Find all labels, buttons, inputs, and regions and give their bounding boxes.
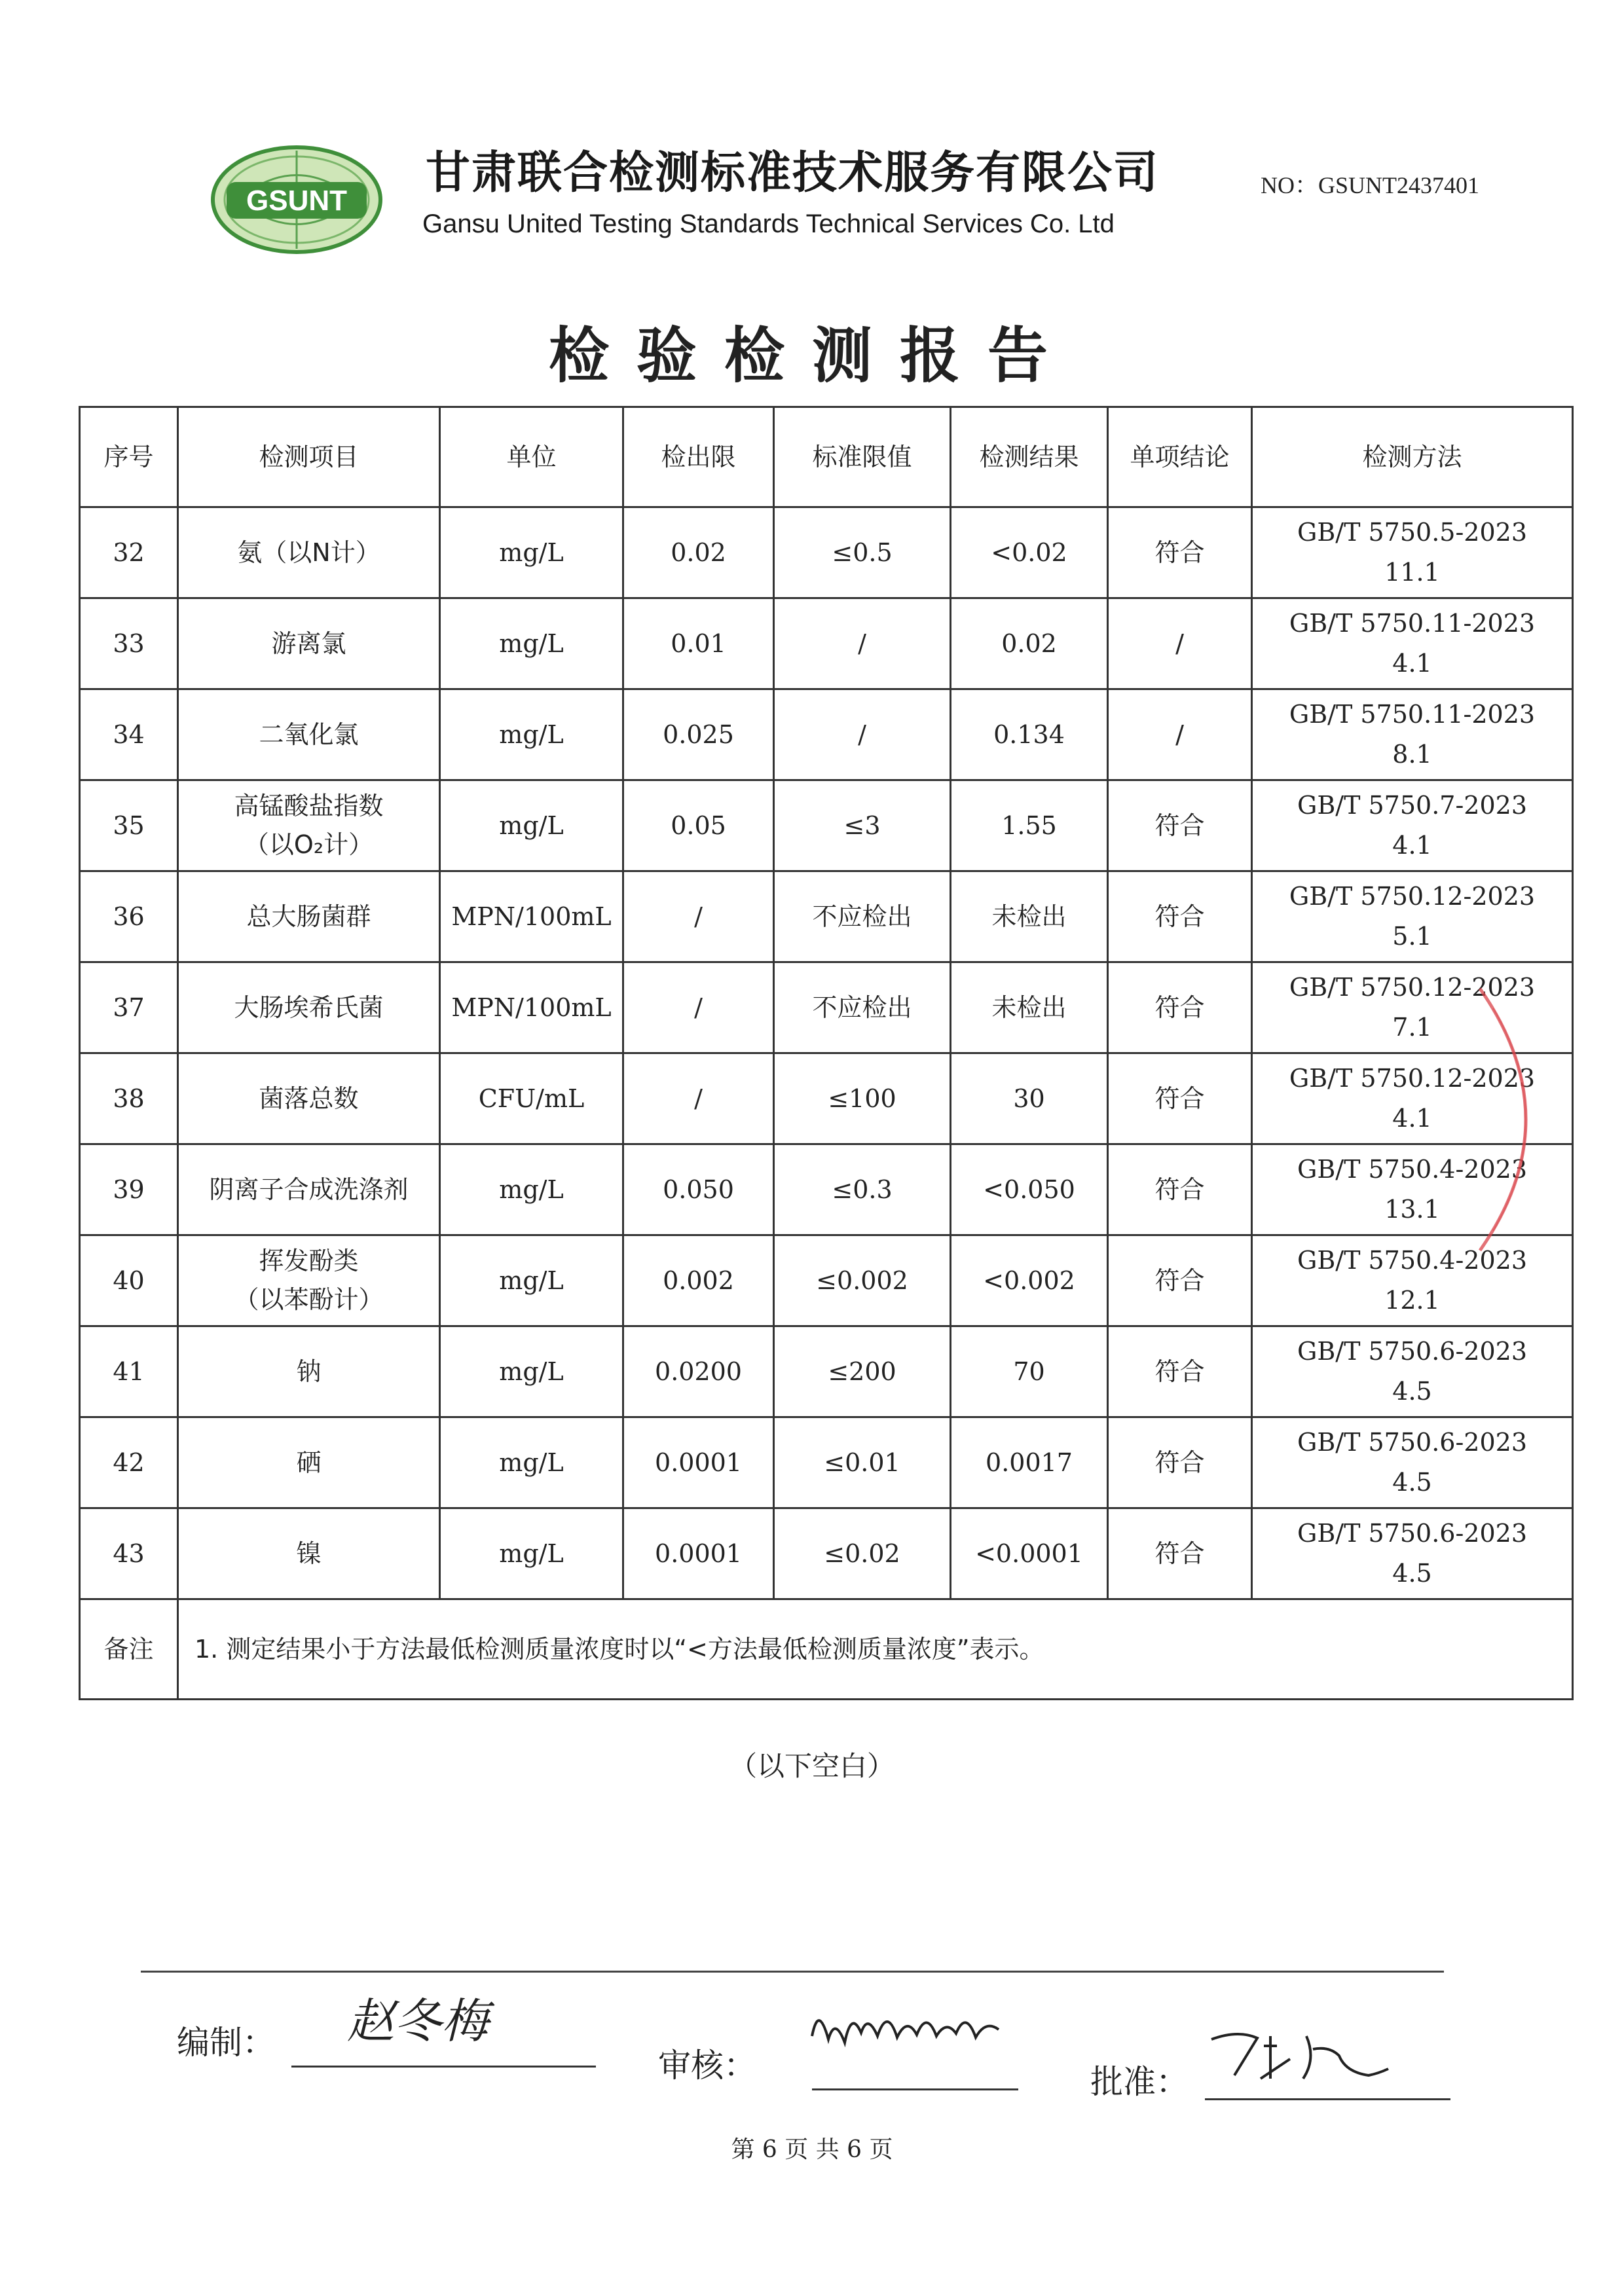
cell-unit: mg/L — [440, 780, 623, 871]
cell-limit: 0.0001 — [623, 1508, 774, 1599]
company-name-en: Gansu United Testing Standards Technical Services Co. Ltd — [422, 210, 1115, 238]
cell-limit: 0.02 — [623, 507, 774, 598]
approved-by-signature — [1198, 2020, 1395, 2092]
header-limit: 检出限 — [623, 407, 774, 507]
approved-by-underline — [1205, 2098, 1450, 2100]
cell-unit: mg/L — [440, 689, 623, 780]
cell-result: 未检出 — [951, 962, 1108, 1053]
cell-item-line2: （以O₂计） — [244, 830, 374, 859]
cell-method-line1: GB/T 5750.11-2023 — [1289, 700, 1536, 729]
cell-conclusion: 符合 — [1108, 1326, 1252, 1417]
cell-conclusion: / — [1108, 598, 1252, 689]
results-table — [79, 406, 1574, 1700]
cell-method-line2: 13.1 — [1384, 1195, 1440, 1224]
cell-standard: ≤0.3 — [774, 1144, 951, 1235]
cell-standard: ≤0.002 — [774, 1235, 951, 1326]
cell-method — [1252, 598, 1573, 689]
page-number: 第 6 页 共 6 页 — [731, 2136, 893, 2163]
cell-item — [178, 598, 440, 689]
note-row — [80, 1599, 1573, 1700]
cell-method — [1252, 780, 1573, 871]
cell-method-line2: 4.5 — [1392, 1468, 1432, 1497]
cell-unit: mg/L — [440, 1235, 623, 1326]
cell-unit: mg/L — [440, 1417, 623, 1508]
cell-limit: / — [623, 1053, 774, 1144]
cell-item-line1: 挥发酚类 — [259, 1247, 359, 1276]
cell-method-line1: GB/T 5750.5-2023 — [1297, 518, 1528, 547]
cell-item — [178, 1144, 440, 1235]
cell-result: <0.002 — [951, 1235, 1108, 1326]
cell-standard: / — [774, 598, 951, 689]
cell-method-line1: GB/T 5750.6-2023 — [1297, 1519, 1528, 1548]
note-label: 备注 — [80, 1599, 178, 1700]
cell-method — [1252, 871, 1573, 962]
cell-method-line1: GB/T 5750.6-2023 — [1297, 1428, 1528, 1457]
cell-conclusion: 符合 — [1108, 871, 1252, 962]
cell-result: 0.134 — [951, 689, 1108, 780]
cell-method — [1252, 1326, 1573, 1417]
cell-conclusion: 符合 — [1108, 1417, 1252, 1508]
cell-item-line1: 游离氯 — [271, 629, 346, 658]
table-header-row — [80, 407, 1573, 507]
company-name-cn: 甘肃联合检测标准技术服务有限公司 — [426, 147, 1160, 199]
cell-standard: 不应检出 — [774, 871, 951, 962]
compiled-by-name: 赵冬梅 — [347, 1994, 489, 2049]
cell-limit: / — [623, 871, 774, 962]
table-row — [80, 598, 1573, 689]
table-row — [80, 1053, 1573, 1144]
cell-limit: 0.002 — [623, 1235, 774, 1326]
cell-item-line1: 菌落总数 — [259, 1084, 359, 1113]
cell-method-line1: GB/T 5750.4-2023 — [1297, 1246, 1528, 1275]
blank-below-marker: （以下空白） — [729, 1750, 895, 1782]
cell-standard: / — [774, 689, 951, 780]
cell-method-line2: 12.1 — [1384, 1286, 1440, 1315]
cell-item-line1: 大肠埃希氏菌 — [234, 993, 384, 1022]
cell-conclusion: 符合 — [1108, 507, 1252, 598]
cell-item-line1: 总大肠菌群 — [246, 902, 371, 931]
header-method: 检测方法 — [1252, 407, 1573, 507]
header-conclusion: 单项结论 — [1108, 407, 1252, 507]
header-no: 序号 — [80, 407, 178, 507]
cell-standard: ≤3 — [774, 780, 951, 871]
cell-no: 32 — [80, 507, 178, 598]
header-result: 检测结果 — [951, 407, 1108, 507]
cell-conclusion: 符合 — [1108, 1235, 1252, 1326]
cell-method-line1: GB/T 5750.12-2023 — [1289, 973, 1536, 1002]
table-row — [80, 962, 1573, 1053]
cell-result: 1.55 — [951, 780, 1108, 871]
cell-standard: ≤200 — [774, 1326, 951, 1417]
cell-unit: MPN/100mL — [440, 871, 623, 962]
cell-method-line1: GB/T 5750.11-2023 — [1289, 609, 1536, 638]
table-row — [80, 1144, 1573, 1235]
cell-method — [1252, 1417, 1573, 1508]
table-row — [80, 1326, 1573, 1417]
cell-item-line1: 阴离子合成洗涤剂 — [209, 1175, 409, 1204]
table-row — [80, 689, 1573, 780]
table-row — [80, 871, 1573, 962]
cell-item-line2: （以苯酚计） — [234, 1285, 384, 1314]
reviewed-by-label: 审核： — [658, 2047, 756, 2085]
cell-limit: 0.025 — [623, 689, 774, 780]
signature-divider — [141, 1971, 1444, 1973]
header-unit: 单位 — [440, 407, 623, 507]
cell-item — [178, 507, 440, 598]
cell-method-line2: 4.1 — [1392, 1104, 1432, 1133]
cell-method-line1: GB/T 5750.12-2023 — [1289, 1064, 1536, 1093]
cell-standard: 不应检出 — [774, 962, 951, 1053]
cell-item-line1: 二氧化氯 — [259, 720, 359, 749]
cell-result: 30 — [951, 1053, 1108, 1144]
cell-no: 33 — [80, 598, 178, 689]
cell-method-line2: 4.1 — [1392, 649, 1432, 678]
cell-item — [178, 780, 440, 871]
cell-unit: CFU/mL — [440, 1053, 623, 1144]
cell-method-line2: 8.1 — [1392, 740, 1432, 769]
cell-item — [178, 871, 440, 962]
cell-result: 未检出 — [951, 871, 1108, 962]
cell-limit: 0.0001 — [623, 1417, 774, 1508]
cell-method-line2: 5.1 — [1392, 922, 1432, 951]
cell-standard: ≤0.5 — [774, 507, 951, 598]
header-item: 检测项目 — [178, 407, 440, 507]
cell-item-line1: 镍 — [296, 1539, 322, 1568]
cell-conclusion: 符合 — [1108, 780, 1252, 871]
reviewed-by-underline — [812, 2088, 1018, 2090]
cell-result: <0.050 — [951, 1144, 1108, 1235]
cell-method-line1: GB/T 5750.6-2023 — [1297, 1337, 1528, 1366]
cell-method-line1: GB/T 5750.4-2023 — [1297, 1155, 1528, 1184]
table-row — [80, 1508, 1573, 1599]
cell-limit: 0.05 — [623, 780, 774, 871]
compiled-by-signature — [341, 1990, 602, 2049]
cell-item — [178, 1508, 440, 1599]
cell-no: 37 — [80, 962, 178, 1053]
cell-limit: / — [623, 962, 774, 1053]
table-row — [80, 780, 1573, 871]
cell-unit: mg/L — [440, 1508, 623, 1599]
cell-item — [178, 1053, 440, 1144]
company-logo — [208, 144, 385, 255]
cell-no: 38 — [80, 1053, 178, 1144]
cell-standard: ≤100 — [774, 1053, 951, 1144]
note-text: 1. 测定结果小于方法最低检测质量浓度时以“<方法最低检测质量浓度”表示。 — [178, 1599, 1573, 1700]
official-seal-fragment — [1467, 982, 1578, 1257]
cell-method-line1: GB/T 5750.12-2023 — [1289, 882, 1536, 911]
cell-standard: ≤0.02 — [774, 1508, 951, 1599]
table-row — [80, 1417, 1573, 1508]
cell-method-line2: 11.1 — [1384, 558, 1440, 587]
cell-item-line1: 钠 — [296, 1357, 322, 1386]
cell-unit: mg/L — [440, 507, 623, 598]
cell-no: 35 — [80, 780, 178, 871]
compiled-by-underline — [291, 2066, 596, 2068]
report-title: 检验检测报告 — [548, 321, 1075, 391]
cell-unit: mg/L — [440, 1326, 623, 1417]
report-number: NO：GSUNT2437401 — [1261, 172, 1480, 198]
cell-method — [1252, 689, 1573, 780]
cell-conclusion: / — [1108, 689, 1252, 780]
cell-limit: 0.050 — [623, 1144, 774, 1235]
cell-limit: 0.0200 — [623, 1326, 774, 1417]
cell-no: 34 — [80, 689, 178, 780]
cell-method — [1252, 507, 1573, 598]
cell-conclusion: 符合 — [1108, 1053, 1252, 1144]
cell-unit: mg/L — [440, 598, 623, 689]
approved-by-label: 批准： — [1090, 2063, 1189, 2101]
cell-method — [1252, 1508, 1573, 1599]
table-body — [80, 507, 1573, 1700]
cell-result: 70 — [951, 1326, 1108, 1417]
cell-no: 39 — [80, 1144, 178, 1235]
cell-method-line2: 7.1 — [1392, 1013, 1432, 1042]
cell-item-line1: 氨（以N计） — [237, 538, 380, 567]
cell-limit: 0.01 — [623, 598, 774, 689]
cell-item-line1: 硒 — [296, 1448, 322, 1477]
cell-no: 40 — [80, 1235, 178, 1326]
compiled-by-label: 编制： — [177, 2024, 275, 2062]
cell-method-line2: 4.5 — [1392, 1377, 1432, 1406]
cell-method-line2: 4.1 — [1392, 831, 1432, 860]
cell-method-line2: 4.5 — [1392, 1559, 1432, 1588]
cell-no: 42 — [80, 1417, 178, 1508]
cell-item — [178, 962, 440, 1053]
results-table-wrapper — [79, 406, 1572, 1700]
cell-no: 36 — [80, 871, 178, 962]
header-standard: 标准限值 — [774, 407, 951, 507]
cell-no: 41 — [80, 1326, 178, 1417]
cell-standard: ≤0.01 — [774, 1417, 951, 1508]
cell-result: <0.0001 — [951, 1508, 1108, 1599]
logo-text: GSUNT — [246, 185, 347, 217]
cell-unit: MPN/100mL — [440, 962, 623, 1053]
cell-item — [178, 1326, 440, 1417]
cell-result: <0.02 — [951, 507, 1108, 598]
cell-method-line1: GB/T 5750.7-2023 — [1297, 791, 1528, 820]
cell-item — [178, 689, 440, 780]
cell-unit: mg/L — [440, 1144, 623, 1235]
cell-conclusion: 符合 — [1108, 1508, 1252, 1599]
cell-item — [178, 1235, 440, 1326]
cell-conclusion: 符合 — [1108, 1144, 1252, 1235]
cell-result: 0.02 — [951, 598, 1108, 689]
table-row — [80, 1235, 1573, 1326]
cell-no: 43 — [80, 1508, 178, 1599]
cell-item — [178, 1417, 440, 1508]
reviewed-by-signature — [805, 1990, 1015, 2062]
cell-result: 0.0017 — [951, 1417, 1108, 1508]
cell-conclusion: 符合 — [1108, 962, 1252, 1053]
table-row — [80, 507, 1573, 598]
cell-item-line1: 高锰酸盐指数 — [234, 792, 384, 821]
